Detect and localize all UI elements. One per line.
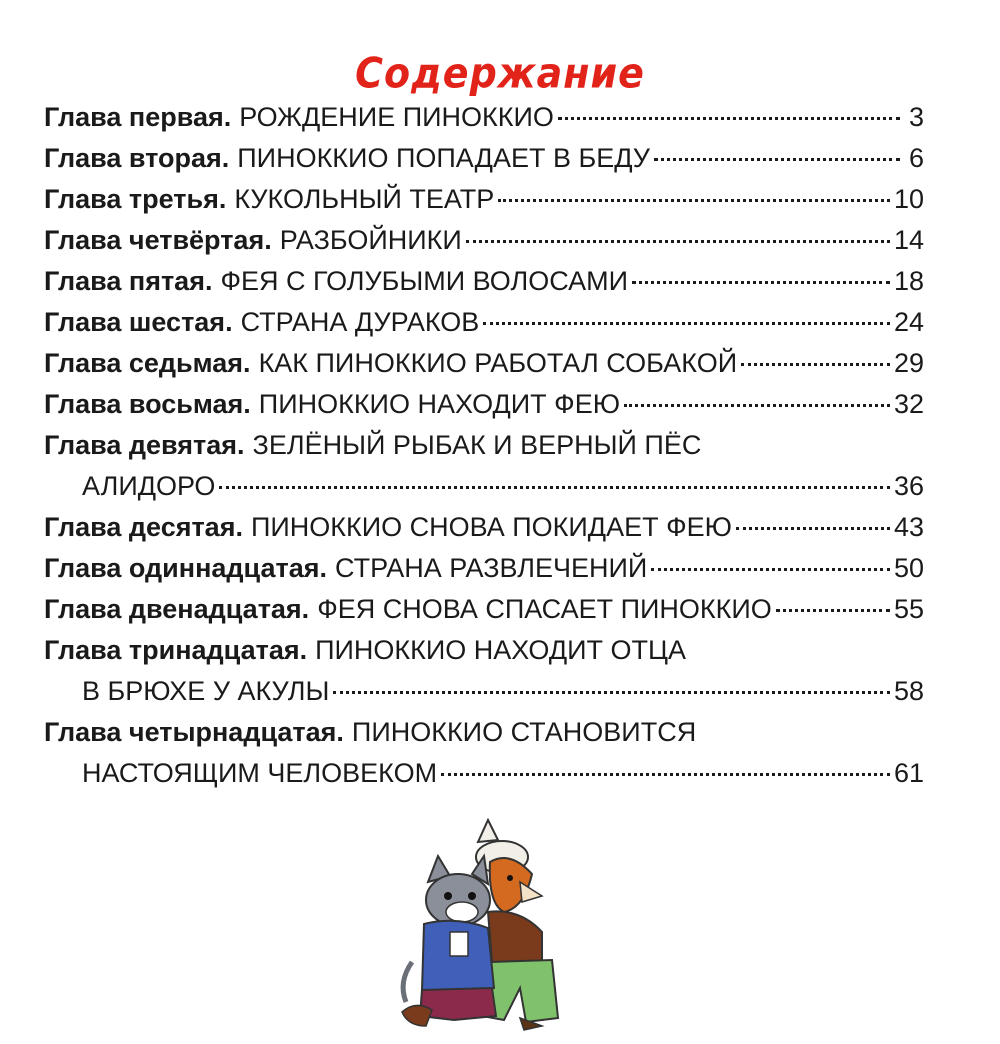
dot-leader <box>736 527 890 530</box>
dot-leader <box>651 568 890 571</box>
page-number: 18 <box>893 266 924 296</box>
page-number: 32 <box>893 389 924 419</box>
toc-line <box>44 343 924 384</box>
toc-line <box>44 220 924 261</box>
toc-entry <box>44 97 924 138</box>
dot-leader <box>498 199 890 202</box>
toc-line <box>44 630 924 671</box>
dot-leader <box>219 486 890 489</box>
chapter-label: Глава третья. <box>44 184 227 214</box>
page-number: 61 <box>893 758 924 788</box>
toc-entry <box>44 384 924 425</box>
toc-entry <box>44 712 924 794</box>
page-number: 10 <box>893 184 924 214</box>
chapter-title: НАСТОЯЩИМ ЧЕЛОВЕКОМ <box>82 758 438 788</box>
page-number: 43 <box>893 512 924 542</box>
toc-entry <box>44 589 924 630</box>
chapter-title: КАК ПИНОККИО РАБОТАЛ СОБАКОЙ <box>258 348 738 378</box>
chapter-label: Глава тринадцатая. <box>44 635 308 665</box>
chapter-title: СТРАНА ДУРАКОВ <box>240 307 480 337</box>
toc-line <box>44 97 924 138</box>
dot-leader <box>483 322 890 325</box>
chapter-title: ФЕЯ СНОВА СПАСАЕТ ПИНОККИО <box>317 594 772 624</box>
chapter-title: ФЕЯ С ГОЛУБЫМИ ВОЛОСАМИ <box>220 266 629 296</box>
chapter-title: АЛИДОРО <box>82 471 216 501</box>
chapter-title: РОЖДЕНИЕ ПИНОККИО <box>239 102 554 132</box>
dot-leader <box>466 240 890 243</box>
dot-leader <box>776 609 890 612</box>
toc-entry <box>44 261 924 302</box>
chapter-label: Глава первая. <box>44 102 232 132</box>
page-number: 36 <box>893 471 924 501</box>
toc-entry <box>44 220 924 261</box>
toc-line <box>44 261 924 302</box>
page-number: 6 <box>908 143 924 173</box>
chapter-title: ПИНОККИО ПОПАДАЕТ В БЕДУ <box>237 143 650 173</box>
toc-line <box>44 466 924 507</box>
toc-line <box>44 548 924 589</box>
toc-entry <box>44 507 924 548</box>
toc-entry <box>44 179 924 220</box>
chapter-title: В БРЮХЕ У АКУЛЫ <box>82 676 330 706</box>
toc-entry <box>44 630 924 712</box>
dot-leader <box>333 691 890 694</box>
chapter-label: Глава четвёртая. <box>44 225 272 255</box>
chapter-title: ПИНОККИО СНОВА ПОКИДАЕТ ФЕЮ <box>250 512 732 542</box>
chapter-label: Глава восьмая. <box>44 389 251 419</box>
toc-entry <box>44 138 924 179</box>
toc-entry <box>44 343 924 384</box>
page-number: 29 <box>893 348 924 378</box>
chapter-title: ПИНОККИО СТАНОВИТСЯ <box>351 717 697 747</box>
toc-line <box>44 507 924 548</box>
page-number: 55 <box>893 594 924 624</box>
table-of-contents <box>44 97 924 794</box>
toc-line <box>44 302 924 343</box>
toc-entry <box>44 548 924 589</box>
chapter-title: СТРАНА РАЗВЛЕЧЕНИЙ <box>334 553 648 583</box>
page-number: 50 <box>893 553 924 583</box>
toc-entry <box>44 302 924 343</box>
page-number: 58 <box>893 676 924 706</box>
chapter-title: ЗЕЛЁНЫЙ РЫБАК И ВЕРНЫЙ ПЁС <box>252 430 702 460</box>
dot-leader <box>441 773 890 776</box>
chapter-label: Глава шестая. <box>44 307 233 337</box>
page-title: Содержание <box>355 49 645 98</box>
dot-leader <box>632 281 890 284</box>
chapter-label: Глава пятая. <box>44 266 213 296</box>
dot-leader <box>654 158 900 161</box>
fox-and-cat-illustration-icon <box>392 812 572 1037</box>
chapter-title: КУКОЛЬНЫЙ ТЕАТР <box>234 184 495 214</box>
dot-leader <box>558 117 900 120</box>
toc-line <box>44 589 924 630</box>
toc-line <box>44 425 924 466</box>
toc-entry <box>44 425 924 507</box>
chapter-label: Глава четырнадцатая. <box>44 717 344 747</box>
toc-line <box>44 712 924 753</box>
page-number: 14 <box>893 225 924 255</box>
toc-line <box>44 384 924 425</box>
toc-line <box>44 671 924 712</box>
chapter-label: Глава двенадцатая. <box>44 594 310 624</box>
chapter-title: РАЗБОЙНИКИ <box>279 225 462 255</box>
chapter-label: Глава одиннадцатая. <box>44 553 327 583</box>
chapter-label: Глава седьмая. <box>44 348 251 378</box>
dot-leader <box>741 363 890 366</box>
chapter-label: Глава десятая. <box>44 512 243 542</box>
toc-line <box>44 138 924 179</box>
dot-leader <box>624 404 890 407</box>
page-number: 3 <box>908 102 924 132</box>
chapter-title: ПИНОККИО НАХОДИТ ОТЦА <box>315 635 686 665</box>
toc-line <box>44 179 924 220</box>
page-number: 24 <box>893 307 924 337</box>
toc-line <box>44 753 924 794</box>
chapter-title: ПИНОККИО НАХОДИТ ФЕЮ <box>258 389 620 419</box>
chapter-label: Глава вторая. <box>44 143 230 173</box>
chapter-label: Глава девятая. <box>44 430 245 460</box>
